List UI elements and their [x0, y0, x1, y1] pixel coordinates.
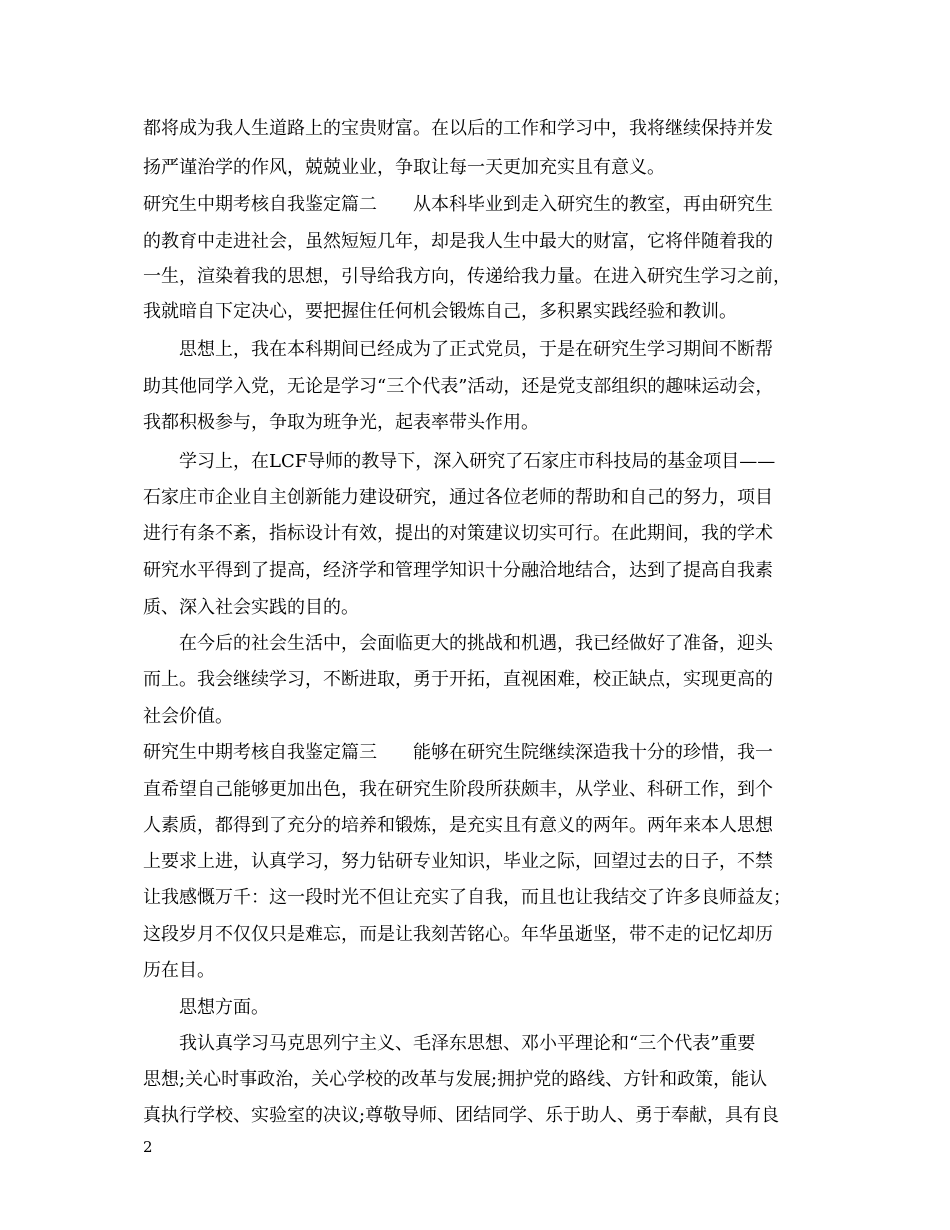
text-line: 而上。我会继续学习，不断进取，勇于开拓，直视困难，校正缺点，实现更高的: [143, 669, 773, 690]
text-line: 人素质，都得到了充分的培养和锻炼，是充实且有意义的两年。两年来本人思想: [143, 815, 773, 836]
text-line: 真执行学校、实验室的决议;尊敬导师、团结同学、乐于助人、勇于奉献，具有良: [143, 1105, 780, 1126]
section-heading-line: 研究生中期考核自我鉴定篇三 能够在研究生院继续深造我十分的珍惜，我一: [143, 742, 773, 763]
text-line: 的教育中走进社会，虽然短短几年，却是我人生中最大的财富，它将伴随着我的: [143, 231, 773, 252]
paragraph-first-line: 思想方面。: [179, 997, 269, 1018]
text-line: 我都积极参与，争取为班争光，起表率带头作用。: [143, 412, 539, 433]
page-number: 2: [143, 1138, 153, 1156]
text-line: 石家庄市企业自主创新能力建设研究，通过各位老师的帮助和自己的努力，项目: [143, 487, 773, 508]
text-line: 助其他同学入党，无论是学习“三个代表”活动，还是党支部组织的趣味运动会，: [143, 376, 774, 397]
text-line: 都将成为我人生道路上的宝贵财富。在以后的工作和学习中，我将继续保持并发: [143, 118, 773, 139]
text-line: 这段岁月不仅仅只是难忘，而是让我刻苦铭心。年华虽逝坚，带不走的记忆却历: [143, 924, 773, 945]
paragraph-first-line: 在今后的社会生活中，会面临更大的挑战和机遇，我已经做好了准备，迎头: [179, 633, 773, 654]
text-line: 直希望自己能够更加出色，我在研究生阶段所获颇丰，从学业、科研工作，到个: [143, 779, 773, 800]
paragraph-first-line: 学习上，在LCF导师的教导下，深入研究了石家庄市科技局的基金项目——: [179, 451, 776, 472]
text-line: 历在目。: [143, 960, 215, 981]
text-line: 社会价值。: [143, 706, 233, 727]
text-line: 研究水平得到了提高，经济学和管理学知识十分融洽地结合，达到了提高自我素: [143, 560, 773, 581]
text-line: 扬严谨治学的作风，兢兢业业，争取让每一天更加充实且有意义。: [143, 157, 665, 178]
paragraph-first-line: 思想上，我在本科期间已经成为了正式党员，于是在研究生学习期间不断帮: [179, 339, 773, 360]
text-line: 思想;关心时事政治，关心学校的改革与发展;拥护党的路线、方针和政策，能认: [143, 1069, 768, 1090]
paragraph-first-line: 我认真学习马克思列宁主义、毛泽东思想、邓小平理论和“三个代表”重要: [179, 1033, 756, 1054]
text-line: 进行有条不紊，指标设计有效，提出的对策建议切实可行。在此期间，我的学术: [143, 523, 773, 544]
text-line: 让我感慨万千：这一段时光不但让充实了自我，而且也让我结交了许多良师益友；: [143, 887, 791, 908]
section-heading-line: 研究生中期考核自我鉴定篇二 从本科毕业到走入研究生的教室，再由研究生: [143, 194, 773, 215]
text-line: 我就暗自下定决心，要把握住任何机会锻炼自己，多积累实践经验和教训。: [143, 301, 737, 322]
text-line: 一生，渲染着我的思想，引导给我方向，传递给我力量。在进入研究生学习之前，: [143, 266, 791, 287]
text-line: 质、深入社会实践的目的。: [143, 597, 359, 618]
text-line: 上要求上进，认真学习，努力钻研专业知识，毕业之际，回望过去的日子，不禁: [143, 851, 773, 872]
